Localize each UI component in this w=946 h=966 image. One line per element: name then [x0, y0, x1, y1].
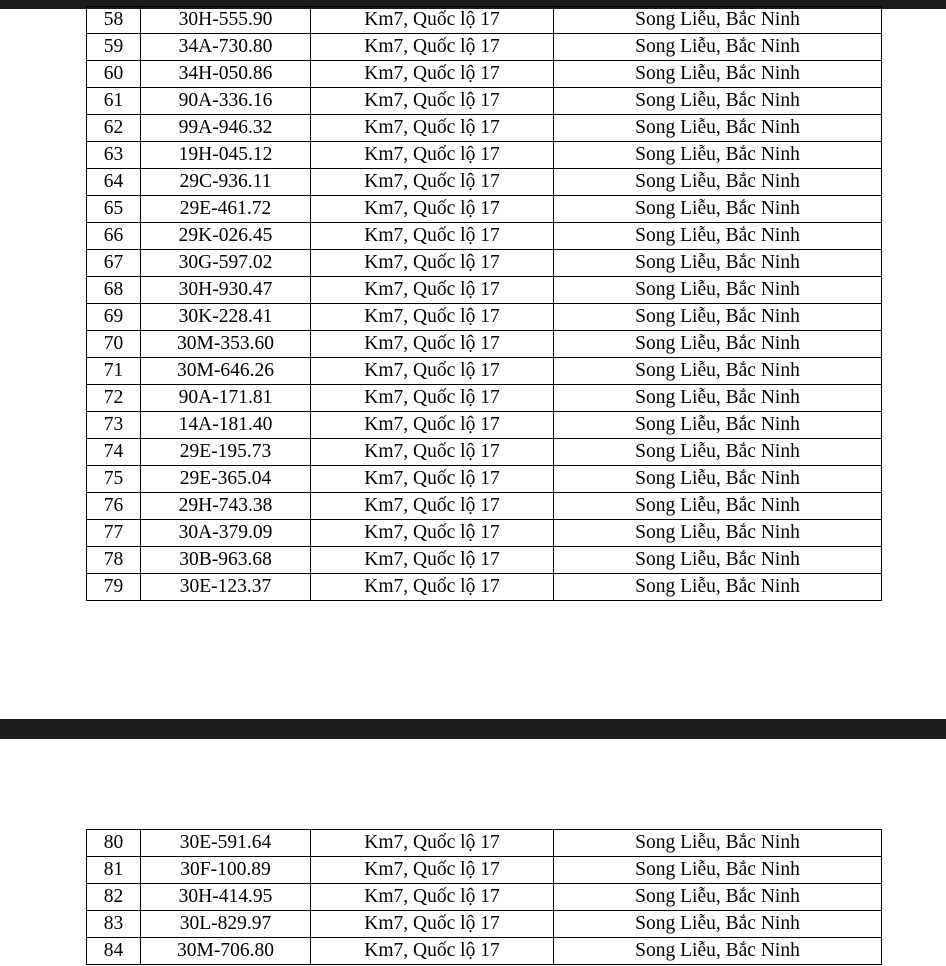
row-number-cell: 72 — [87, 385, 141, 412]
plate-number-cell: 29C-936.11 — [141, 169, 311, 196]
table-row — [87, 304, 882, 331]
table-row — [87, 466, 882, 493]
area-cell: Song Liễu, Bắc Ninh — [554, 493, 882, 520]
area-cell: Song Liễu, Bắc Ninh — [554, 412, 882, 439]
area-cell: Song Liễu, Bắc Ninh — [554, 88, 882, 115]
location-cell: Km7, Quốc lộ 17 — [311, 412, 554, 439]
plate-number-cell: 90A-336.16 — [141, 88, 311, 115]
location-cell: Km7, Quốc lộ 17 — [311, 88, 554, 115]
row-number-cell: 61 — [87, 88, 141, 115]
table-body-bottom — [87, 830, 882, 965]
row-number-cell: 77 — [87, 520, 141, 547]
violation-table-bottom — [86, 829, 882, 965]
area-cell: Song Liễu, Bắc Ninh — [554, 439, 882, 466]
table-row — [87, 911, 882, 938]
row-number-cell: 74 — [87, 439, 141, 466]
plate-number-cell: 90A-171.81 — [141, 385, 311, 412]
row-number-cell: 78 — [87, 547, 141, 574]
plate-number-cell: 30G-597.02 — [141, 250, 311, 277]
area-cell: Song Liễu, Bắc Ninh — [554, 7, 882, 34]
plate-number-cell: 30E-591.64 — [141, 830, 311, 857]
row-number-cell: 71 — [87, 358, 141, 385]
row-number-cell: 70 — [87, 331, 141, 358]
plate-number-cell: 29E-195.73 — [141, 439, 311, 466]
location-cell: Km7, Quốc lộ 17 — [311, 574, 554, 601]
table-row — [87, 385, 882, 412]
row-number-cell: 65 — [87, 196, 141, 223]
row-number-cell: 66 — [87, 223, 141, 250]
location-cell: Km7, Quốc lộ 17 — [311, 547, 554, 574]
location-cell: Km7, Quốc lộ 17 — [311, 169, 554, 196]
table-row — [87, 142, 882, 169]
area-cell: Song Liễu, Bắc Ninh — [554, 115, 882, 142]
location-cell: Km7, Quốc lộ 17 — [311, 385, 554, 412]
row-number-cell: 63 — [87, 142, 141, 169]
plate-number-cell: 29E-365.04 — [141, 466, 311, 493]
area-cell: Song Liễu, Bắc Ninh — [554, 250, 882, 277]
table-row — [87, 277, 882, 304]
row-number-cell: 68 — [87, 277, 141, 304]
area-cell: Song Liễu, Bắc Ninh — [554, 830, 882, 857]
area-cell: Song Liễu, Bắc Ninh — [554, 196, 882, 223]
page-break-bar — [0, 719, 946, 739]
row-number-cell: 80 — [87, 830, 141, 857]
location-cell: Km7, Quốc lộ 17 — [311, 115, 554, 142]
location-cell: Km7, Quốc lộ 17 — [311, 439, 554, 466]
area-cell: Song Liễu, Bắc Ninh — [554, 884, 882, 911]
area-cell: Song Liễu, Bắc Ninh — [554, 466, 882, 493]
plate-number-cell: 30H-555.90 — [141, 7, 311, 34]
table-row — [87, 250, 882, 277]
area-cell: Song Liễu, Bắc Ninh — [554, 142, 882, 169]
location-cell: Km7, Quốc lộ 17 — [311, 938, 554, 965]
table-row — [87, 331, 882, 358]
row-number-cell: 81 — [87, 857, 141, 884]
row-number-cell: 82 — [87, 884, 141, 911]
area-cell: Song Liễu, Bắc Ninh — [554, 574, 882, 601]
table-row — [87, 857, 882, 884]
plate-number-cell: 29K-026.45 — [141, 223, 311, 250]
table-row — [87, 574, 882, 601]
plate-number-cell: 19H-045.12 — [141, 142, 311, 169]
area-cell: Song Liễu, Bắc Ninh — [554, 547, 882, 574]
location-cell: Km7, Quốc lộ 17 — [311, 61, 554, 88]
plate-number-cell: 30H-930.47 — [141, 277, 311, 304]
row-number-cell: 67 — [87, 250, 141, 277]
area-cell: Song Liễu, Bắc Ninh — [554, 911, 882, 938]
plate-number-cell: 30M-646.26 — [141, 358, 311, 385]
table-row — [87, 196, 882, 223]
area-cell: Song Liễu, Bắc Ninh — [554, 857, 882, 884]
location-cell: Km7, Quốc lộ 17 — [311, 830, 554, 857]
area-cell: Song Liễu, Bắc Ninh — [554, 331, 882, 358]
plate-number-cell: 30K-228.41 — [141, 304, 311, 331]
table-body-top — [87, 7, 882, 601]
location-cell: Km7, Quốc lộ 17 — [311, 250, 554, 277]
area-cell: Song Liễu, Bắc Ninh — [554, 938, 882, 965]
area-cell: Song Liễu, Bắc Ninh — [554, 277, 882, 304]
plate-number-cell: 30M-353.60 — [141, 331, 311, 358]
table-row — [87, 169, 882, 196]
row-number-cell: 79 — [87, 574, 141, 601]
location-cell: Km7, Quốc lộ 17 — [311, 34, 554, 61]
location-cell: Km7, Quốc lộ 17 — [311, 196, 554, 223]
location-cell: Km7, Quốc lộ 17 — [311, 520, 554, 547]
location-cell: Km7, Quốc lộ 17 — [311, 142, 554, 169]
area-cell: Song Liễu, Bắc Ninh — [554, 61, 882, 88]
table-row — [87, 439, 882, 466]
table-row — [87, 115, 882, 142]
area-cell: Song Liễu, Bắc Ninh — [554, 385, 882, 412]
area-cell: Song Liễu, Bắc Ninh — [554, 169, 882, 196]
row-number-cell: 58 — [87, 7, 141, 34]
table-row — [87, 547, 882, 574]
plate-number-cell: 30M-706.80 — [141, 938, 311, 965]
location-cell: Km7, Quốc lộ 17 — [311, 884, 554, 911]
plate-number-cell: 30B-963.68 — [141, 547, 311, 574]
plate-number-cell: 34H-050.86 — [141, 61, 311, 88]
location-cell: Km7, Quốc lộ 17 — [311, 493, 554, 520]
plate-number-cell: 99A-946.32 — [141, 115, 311, 142]
area-cell: Song Liễu, Bắc Ninh — [554, 223, 882, 250]
table-row — [87, 358, 882, 385]
location-cell: Km7, Quốc lộ 17 — [311, 7, 554, 34]
location-cell: Km7, Quốc lộ 17 — [311, 277, 554, 304]
table-row — [87, 412, 882, 439]
table-row — [87, 7, 882, 34]
row-number-cell: 62 — [87, 115, 141, 142]
location-cell: Km7, Quốc lộ 17 — [311, 223, 554, 250]
table-row — [87, 830, 882, 857]
location-cell: Km7, Quốc lộ 17 — [311, 911, 554, 938]
row-number-cell: 59 — [87, 34, 141, 61]
row-number-cell: 83 — [87, 911, 141, 938]
row-number-cell: 60 — [87, 61, 141, 88]
area-cell: Song Liễu, Bắc Ninh — [554, 304, 882, 331]
plate-number-cell: 30F-100.89 — [141, 857, 311, 884]
row-number-cell: 69 — [87, 304, 141, 331]
area-cell: Song Liễu, Bắc Ninh — [554, 34, 882, 61]
plate-number-cell: 29E-461.72 — [141, 196, 311, 223]
location-cell: Km7, Quốc lộ 17 — [311, 331, 554, 358]
location-cell: Km7, Quốc lộ 17 — [311, 304, 554, 331]
plate-number-cell: 29H-743.38 — [141, 493, 311, 520]
table-row — [87, 223, 882, 250]
location-cell: Km7, Quốc lộ 17 — [311, 857, 554, 884]
area-cell: Song Liễu, Bắc Ninh — [554, 520, 882, 547]
row-number-cell: 84 — [87, 938, 141, 965]
plate-number-cell: 30L-829.97 — [141, 911, 311, 938]
plate-number-cell: 30A-379.09 — [141, 520, 311, 547]
plate-number-cell: 30H-414.95 — [141, 884, 311, 911]
row-number-cell: 75 — [87, 466, 141, 493]
table-row — [87, 88, 882, 115]
area-cell: Song Liễu, Bắc Ninh — [554, 358, 882, 385]
row-number-cell: 76 — [87, 493, 141, 520]
table-row — [87, 938, 882, 965]
table-row — [87, 61, 882, 88]
table-row — [87, 493, 882, 520]
location-cell: Km7, Quốc lộ 17 — [311, 358, 554, 385]
table-row — [87, 884, 882, 911]
row-number-cell: 73 — [87, 412, 141, 439]
row-number-cell: 64 — [87, 169, 141, 196]
table-row — [87, 34, 882, 61]
plate-number-cell: 34A-730.80 — [141, 34, 311, 61]
location-cell: Km7, Quốc lộ 17 — [311, 466, 554, 493]
table-row — [87, 520, 882, 547]
violation-table-top — [86, 6, 882, 601]
plate-number-cell: 14A-181.40 — [141, 412, 311, 439]
plate-number-cell: 30E-123.37 — [141, 574, 311, 601]
